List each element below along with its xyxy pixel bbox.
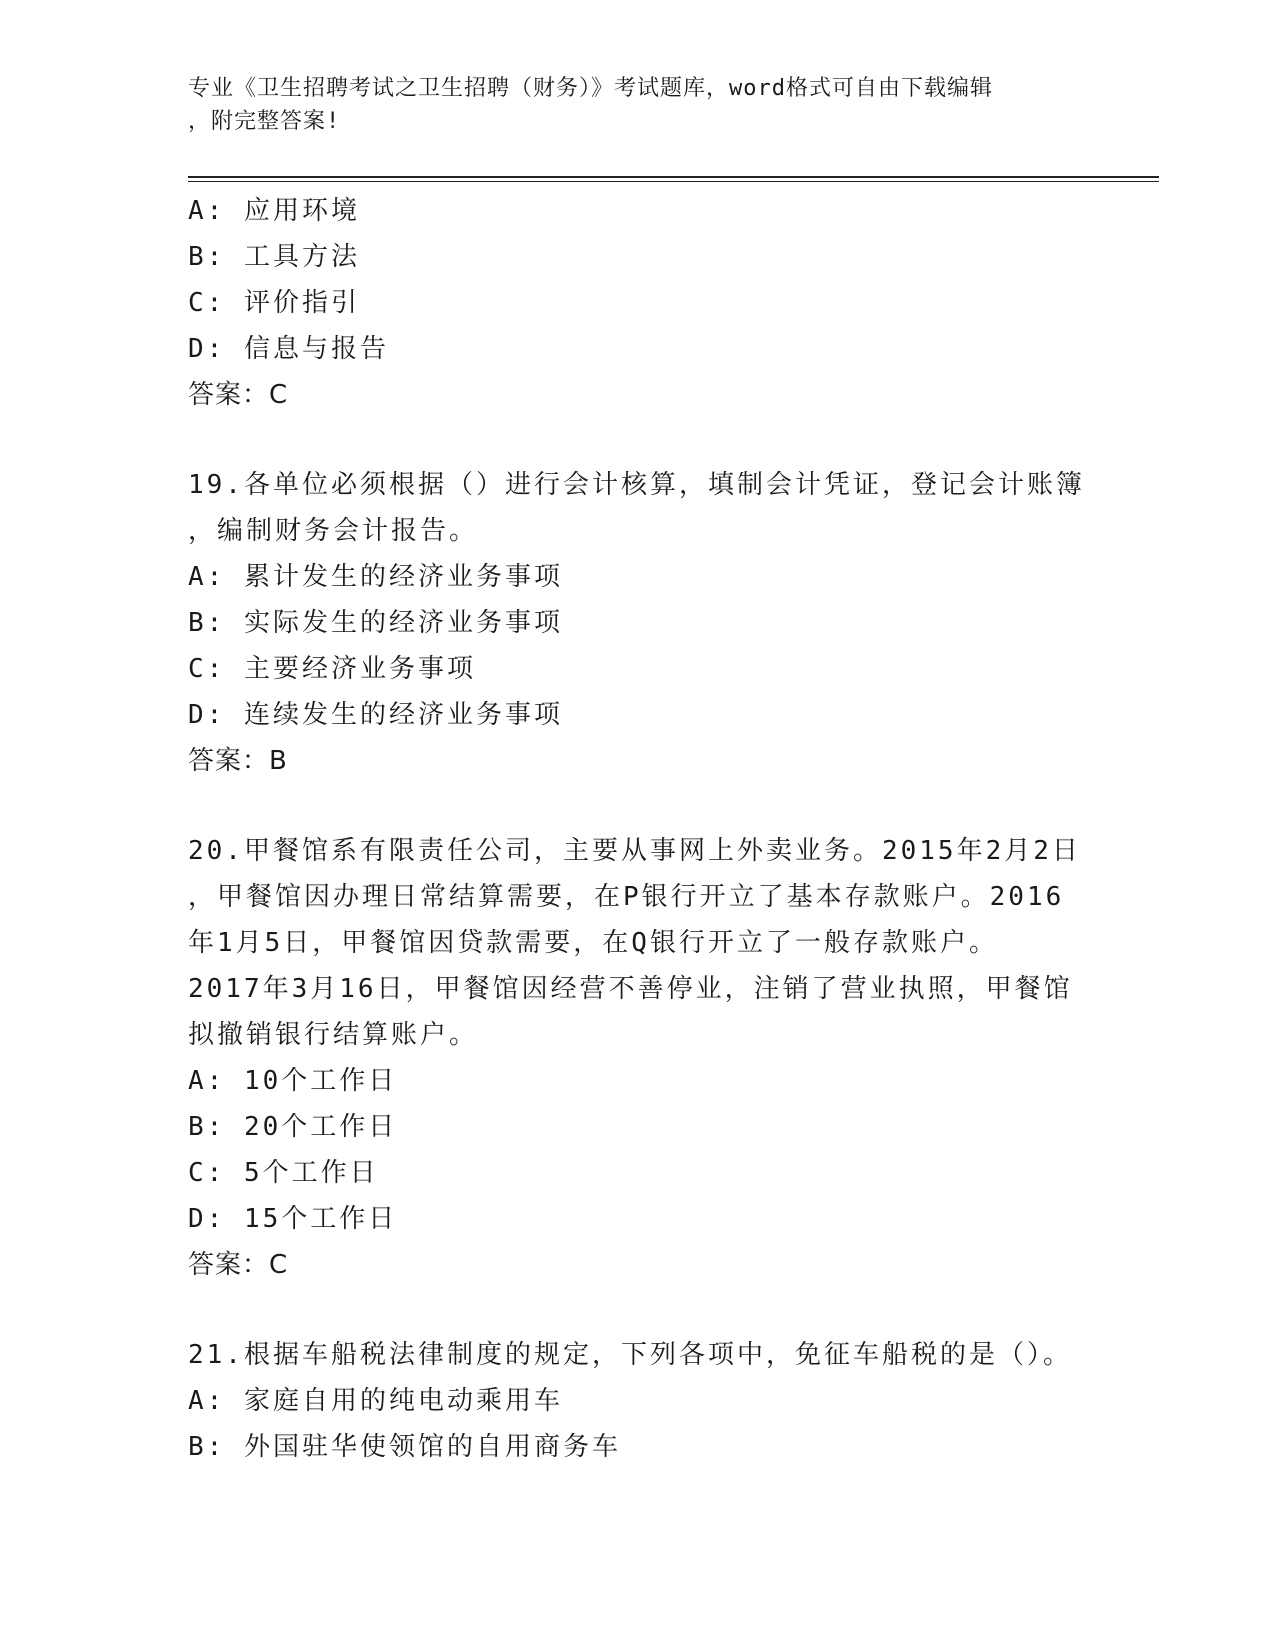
- option-d: D: 信息与报告: [188, 334, 389, 364]
- question-19: [188, 462, 1108, 784]
- document-body: [188, 188, 1108, 1470]
- option-a: A: 家庭自用的纯电动乘用车: [188, 1386, 563, 1416]
- question-stem-line: ，甲餐馆因办理日常结算需要，在P银行开立了基本存款账户。2016: [188, 882, 1065, 912]
- option-b: B: 外国驻华使领馆的自用商务车: [188, 1432, 621, 1462]
- answer-line: 答案：C: [188, 1250, 289, 1280]
- header-line-1: 专业《卫生招聘考试之卫生招聘（财务）》考试题库，word格式可自由下载编辑: [188, 76, 993, 101]
- header-rule-thick: [188, 176, 1159, 178]
- question-stem-line: 2017年3月16日，甲餐馆因经营不善停业，注销了营业执照，甲餐馆: [188, 974, 1073, 1004]
- question-stem-line: 拟撤销银行结算账户。: [188, 1020, 479, 1050]
- question-21: [188, 1332, 1108, 1470]
- header-rule-thin: [188, 181, 1159, 182]
- option-a: A: 累计发生的经济业务事项: [188, 562, 563, 592]
- option-d: D: 连续发生的经济业务事项: [188, 700, 563, 730]
- option-b: B: 实际发生的经济业务事项: [188, 608, 563, 638]
- option-b: B: 工具方法: [188, 242, 360, 272]
- question-stem-line: 年1月5日，甲餐馆因贷款需要，在Q银行开立了一般存款账户。: [188, 928, 998, 958]
- option-b: B: 20个工作日: [188, 1112, 398, 1142]
- question-18: [188, 188, 1108, 418]
- option-d: D: 15个工作日: [188, 1204, 398, 1234]
- option-a: A: 10个工作日: [188, 1066, 398, 1096]
- question-stem-line: 21.根据车船税法律制度的规定，下列各项中，免征车船税的是（）。: [188, 1340, 1072, 1370]
- question-20: [188, 828, 1108, 1288]
- option-c: C: 评价指引: [188, 288, 360, 318]
- spacer: [188, 1288, 1108, 1332]
- option-a: A: 应用环境: [188, 196, 360, 226]
- question-stem-line: ，编制财务会计报告。: [188, 516, 479, 546]
- answer-line: 答案：B: [188, 746, 288, 776]
- question-stem-line: 20.甲餐馆系有限责任公司，主要从事网上外卖业务。2015年2月2日: [188, 836, 1081, 866]
- option-c: C: 5个工作日: [188, 1158, 379, 1188]
- header-line-2: ，附完整答案!: [188, 109, 341, 134]
- document-header: [188, 72, 1088, 138]
- spacer: [188, 418, 1108, 462]
- spacer: [188, 784, 1108, 828]
- answer-line: 答案：C: [188, 380, 289, 410]
- question-stem-line: 19.各单位必须根据（）进行会计核算，填制会计凭证，登记会计账簿: [188, 470, 1085, 500]
- option-c: C: 主要经济业务事项: [188, 654, 476, 684]
